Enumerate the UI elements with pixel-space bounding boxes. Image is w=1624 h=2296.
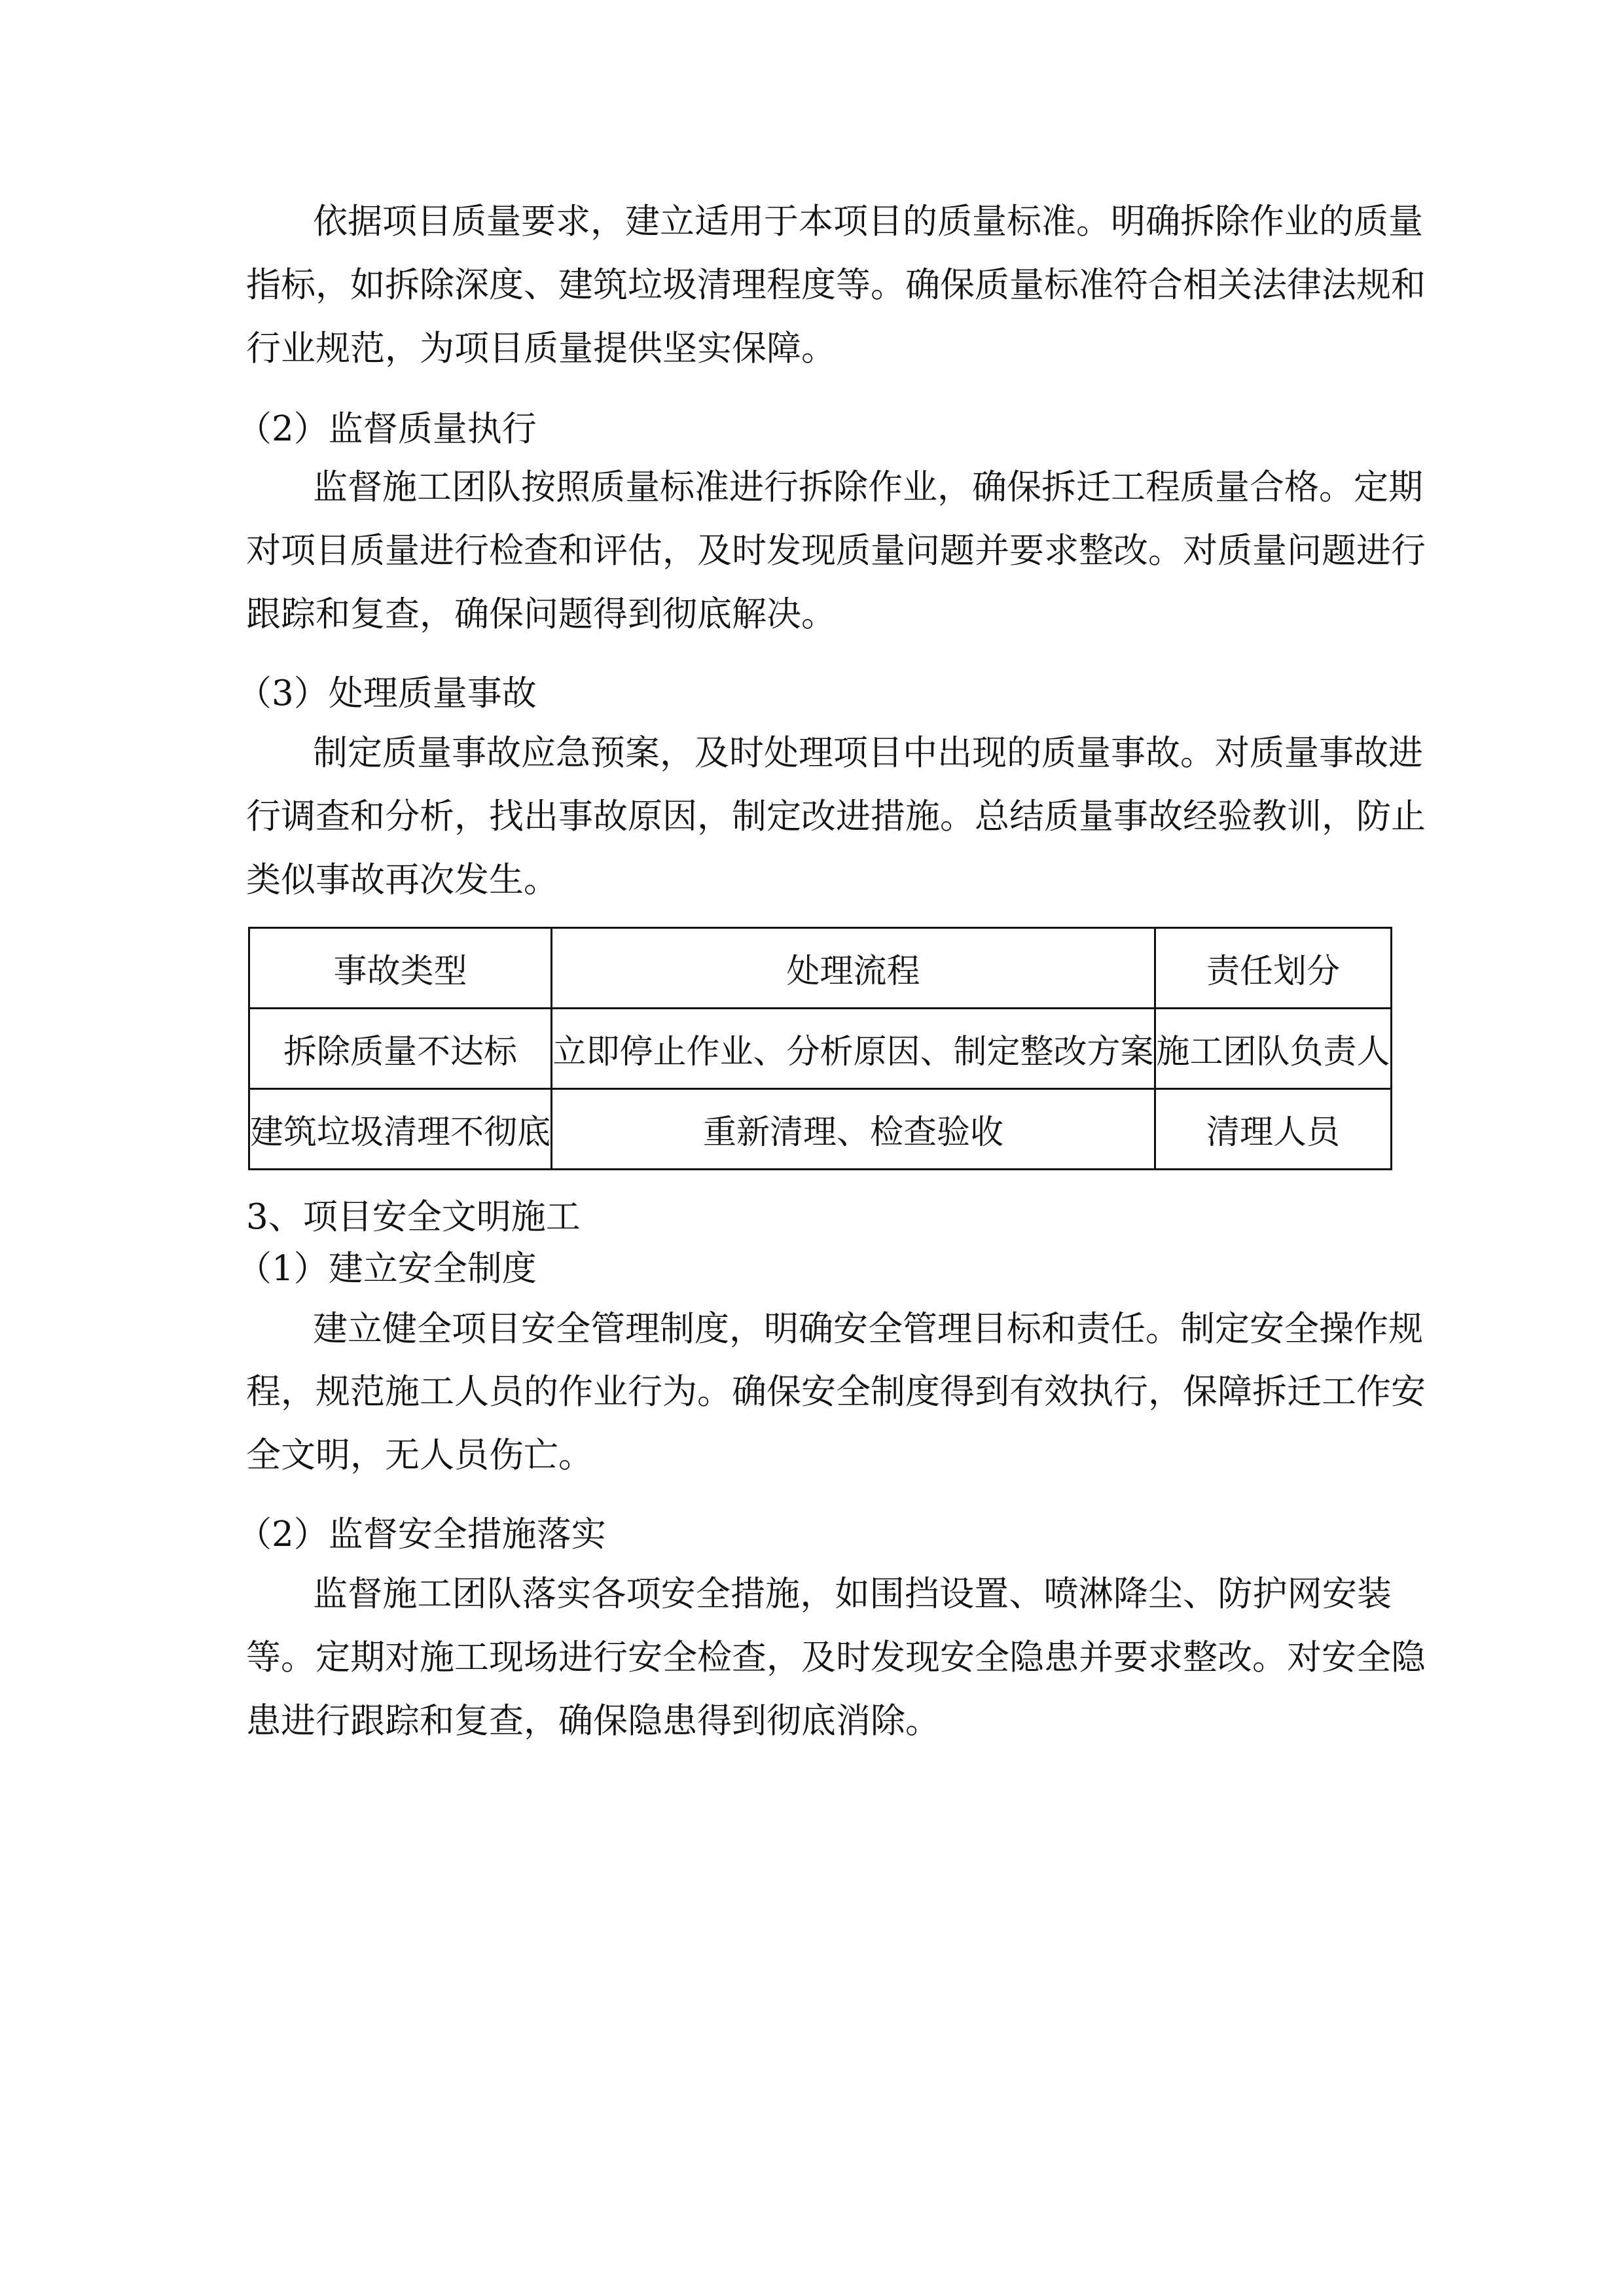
paragraph-line: 患进行跟踪和复查，确保隐患得到彻底消除。	[246, 1701, 940, 1741]
table-row	[249, 1009, 1392, 1089]
section-heading: （2）监督质量执行	[237, 409, 537, 449]
section-title: 3、项目安全文明施工	[246, 1197, 581, 1237]
paragraph-line: 建立健全项目安全管理制度，明确安全管理目标和责任。制定安全操作规	[313, 1309, 1423, 1349]
table-row	[249, 1089, 1392, 1170]
paragraph-line: 程，规范施工人员的作业行为。确保安全制度得到有效执行，保障拆迁工作安	[246, 1372, 1426, 1412]
section-heading: （3）处理质量事故	[237, 673, 537, 713]
paragraph-line: 全文明，无人员伤亡。	[246, 1435, 593, 1475]
paragraph-line: 依据项目质量要求，建立适用于本项目的质量标准。明确拆除作业的质量	[313, 202, 1423, 242]
paragraph-line: 等。定期对施工现场进行安全检查，及时发现安全隐患并要求整改。对安全隐	[246, 1638, 1426, 1677]
section-heading: （1）建立安全制度	[237, 1249, 537, 1289]
table-header-row	[249, 928, 1392, 1009]
table-cell: 建筑垃圾清理不彻底	[249, 1089, 552, 1170]
paragraph-line: 行调查和分析，找出事故原因，制定改进措施。总结质量事故经验教训，防止	[246, 797, 1426, 836]
paragraph-line: 对项目质量进行检查和评估，及时发现质量问题并要求整改。对质量问题进行	[246, 531, 1426, 571]
table-cell: 拆除质量不达标	[249, 1009, 552, 1089]
accident-table	[248, 927, 1392, 1170]
section-heading: （2）监督安全措施落实	[237, 1515, 606, 1554]
paragraph-line: 指标，如拆除深度、建筑垃圾清理程度等。确保质量标准符合相关法律法规和	[246, 265, 1426, 305]
table-cell: 立即停止作业、分析原因、制定整改方案	[552, 1009, 1155, 1089]
paragraph-line: 跟踪和复查，确保问题得到彻底解决。	[246, 594, 836, 634]
table-header: 处理流程	[552, 928, 1155, 1009]
table-cell: 清理人员	[1155, 1089, 1392, 1170]
table-header: 事故类型	[249, 928, 552, 1009]
paragraph-line: 制定质量事故应急预案，及时处理项目中出现的质量事故。对质量事故进	[313, 733, 1423, 773]
table-cell: 重新清理、检查验收	[552, 1089, 1155, 1170]
paragraph-line: 行业规范，为项目质量提供坚实保障。	[246, 329, 836, 368]
paragraph-line: 类似事故再次发生。	[246, 860, 558, 900]
table-cell: 施工团队负责人	[1155, 1009, 1392, 1089]
table-header: 责任划分	[1155, 928, 1392, 1009]
paragraph-line: 监督施工团队落实各项安全措施，如围挡设置、喷淋降尘、防护网安装	[313, 1574, 1392, 1614]
paragraph-line: 监督施工团队按照质量标准进行拆除作业，确保拆迁工程质量合格。定期	[313, 467, 1423, 507]
